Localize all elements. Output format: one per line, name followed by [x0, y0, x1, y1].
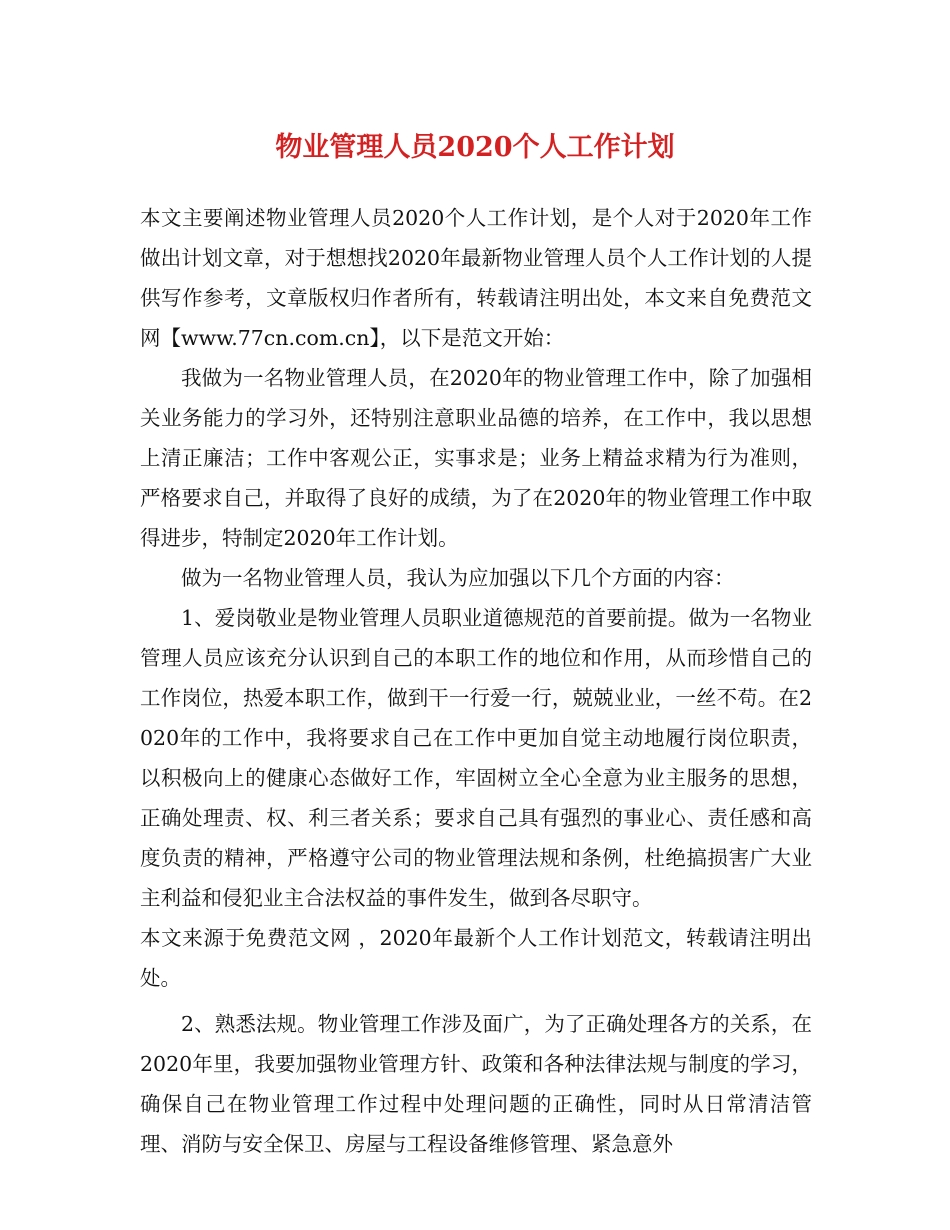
paragraph-item-2: 2、熟悉法规。物业管理工作涉及面广，为了正确处理各方的关系，在2020年里，我要加强物业管理方针、政策和各种法律法规与制度的学习，确保自己在物业管理工作过程中处理问题的正确性，同时从日常清洁管理、消防与安全保卫、房屋与工程设备维修管理、紧急意外	[140, 1012, 812, 1156]
document-body	[140, 198, 812, 1164]
document-title: 物业管理人员2020个人工作计划	[275, 132, 675, 163]
paragraph-item-1: 1、爱岗敬业是物业管理人员职业道德规范的首要前提。做为一名物业管理人员应该充分认识到自己的本职工作的地位和作用，从而珍惜自己的工作岗位，热爱本职工作，做到干一行爱一行，兢兢业业，一丝不苟。在2020年的工作中，我将要求自己在工作中更加自觉主动地履行岗位职责，以积极向上的健康心态做好工作，牢固树立全心全意为业主服务的思想，正确处理责、权、利三者关系；要求自己具有强烈的事业心、责任感和高度负责的精神，严格遵守公司的物业管理法规和条例，杜绝搞损害广大业主利益和侵犯业主合法权益的事件发生，做到各尽职守。	[140, 606, 812, 910]
intro-paragraph: 本文主要阐述物业管理人员2020个人工作计划，是个人对于2020年工作做出计划文章，对于想想找2020年最新物业管理人员个人工作计划的人提供写作参考，文章版权归作者所有，转载请注明出处，本文来自免费范文网【www.77cn.com.cn】，以下是范文开始：	[140, 206, 812, 350]
paragraph-lead-in: 做为一名物业管理人员，我认为应加强以下几个方面的内容：	[181, 566, 735, 590]
source-note-paragraph: 本文来源于免费范文网 ，2020年最新个人工作计划范文，转载请注明出处。	[140, 926, 812, 990]
paragraph-overview: 我做为一名物业管理人员，在2020年的物业管理工作中，除了加强相关业务能力的学习外，还特别注意职业品德的培养，在工作中，我以思想上清正廉洁；工作中客观公正，实事求是；业务上精益求精为行为准则，严格要求自己，并取得了良好的成绩，为了在2020年的物业管理工作中取得进步，特制定2020年工作计划。	[140, 366, 812, 550]
